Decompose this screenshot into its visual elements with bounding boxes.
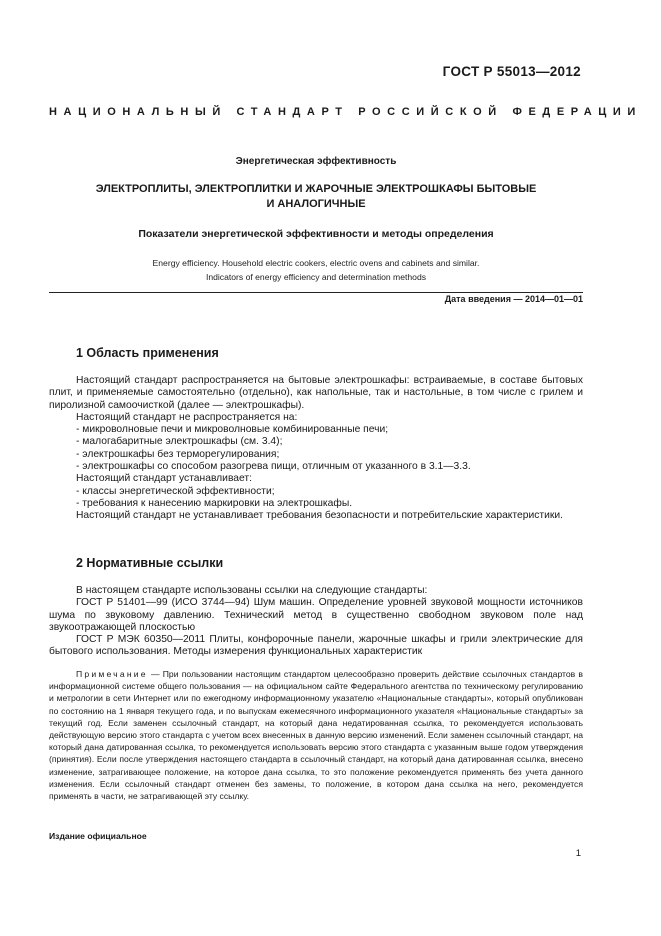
list-item: - электрошкафы со способом разогрева пищи, отличным от указанного в 3.1—3.3. [76, 461, 471, 473]
paragraph: В настоящем стандарте использованы ссылки на следующие стандарты: [76, 585, 428, 596]
note-paragraph [49, 668, 583, 802]
list-item: - микроволновые печи и микроволновые комбинированные печи; [76, 424, 389, 436]
list-item: - требования к нанесению маркировки на электрошкафы. [76, 497, 353, 509]
english-title [49, 256, 583, 284]
paragraph: Настоящий стандарт не устанавливает требования безопасности и потребительские характеристики. [76, 510, 563, 522]
main-title-line-1: ЭЛЕКТРОПЛИТЫ, ЭЛЕКТРОПЛИТКИ И ЖАРОЧНЫЕ ЭЛЕКТРОШКАФЫ БЫТОВЫЕ [95, 183, 537, 195]
section-1-body [49, 375, 583, 523]
edition-label: Издание официальное [49, 831, 147, 841]
section-1-heading: 1 Область применения [76, 346, 219, 360]
main-title [49, 182, 583, 212]
list-item: - электрошкафы без терморегулирования; [76, 448, 280, 460]
reference-item: ГОСТ Р 51401—99 (ИСО 3744—94) Шум машин. Определение уровней звуковой мощности источников шума по звуковому давлению. Технический метод в существенно свободном звуковом поле над звукоотражающей плоскостью [49, 597, 583, 633]
note-block [49, 668, 583, 802]
paragraph: Настоящий стандарт не распространяется на: [76, 411, 298, 423]
national-standard-banner: НАЦИОНАЛЬНЫЙ СТАНДАРТ РОССИЙСКОЙ ФЕДЕРАЦИИ [49, 106, 642, 118]
subtitle: Показатели энергетической эффективности и методы определения [138, 228, 494, 240]
section-2-heading: 2 Нормативные ссылки [76, 556, 224, 570]
title-divider [49, 292, 583, 293]
main-title-line-2: И АНАЛОГИЧНЫЕ [266, 198, 366, 210]
note-label: Примечание [76, 669, 148, 679]
list-item: - малогабаритные электрошкафы (см. 3.4); [76, 436, 283, 448]
section-2-body [49, 585, 583, 659]
note-text: — При пользовании настоящим стандартом целесообразно проверить действие ссылочных стандартов в информационной системе общего пользования — на официальном сайте Федерального агентства по техническому регулированию и метрологии в сети Интернет или по ежегодному информационному указателю «Национальные стандарты», который опубликован по состоянию на 1 января текущего года, и по выпускам ежемесячного информационного указателя «Национальные стандарты» за текущий год. Если заменен ссылочный стандарт, на который дана недатированная ссылка, то рекомендуется использовать действующую версию этого стандарта с учетом всех внесенных в данную версию изменений. Если заменен ссылочный стандарт, на который дана датированная ссылка, то рекомендуется использовать версию этого стандарта с указанным выше годом утверждения (принятия). Если после утверждения настоящего стандарта в ссылочный стандарт, на который дана датированная ссылка, внесено изменение, затрагивающее положение, на которое дана ссылка, то это положение рекомендуется применять без учета данного изменения. Если ссылочный стандарт отменен без замены, то положение, в котором дана ссылка на него, рекомендуется применять в части, не затрагивающей эту ссылку. [49, 669, 583, 802]
document-number: ГОСТ Р 55013—2012 [442, 64, 581, 79]
topic-title: Энергетическая эффективность [235, 156, 397, 167]
introduction-date: Дата введения — 2014—01—01 [444, 294, 583, 304]
paragraph: Настоящий стандарт устанавливает: [76, 473, 252, 485]
paragraph: Настоящий стандарт распространяется на бытовые электрошкафы: встраиваемые, в составе бытовых плит, и применяемые самостоятельно (отдельно), как напольные, так и настольные, в том числе с грилем и пиролизной самоочисткой (далее — электрошкафы). [49, 375, 583, 411]
list-item: - классы энергетической эффективности; [76, 485, 275, 497]
page-number: 1 [575, 848, 581, 859]
reference-item: ГОСТ Р МЭК 60350—2011 Плиты, конфорочные панели, жарочные шкафы и грили электрические для бытового использования. Методы измерения функциональных характеристик [49, 634, 583, 658]
english-title-line-2: Indicators of energy efficiency and determination methods [205, 272, 427, 282]
english-title-line-1: Energy efficiency. Household electric cookers, electric ovens and cabinets and similar. [152, 258, 480, 268]
